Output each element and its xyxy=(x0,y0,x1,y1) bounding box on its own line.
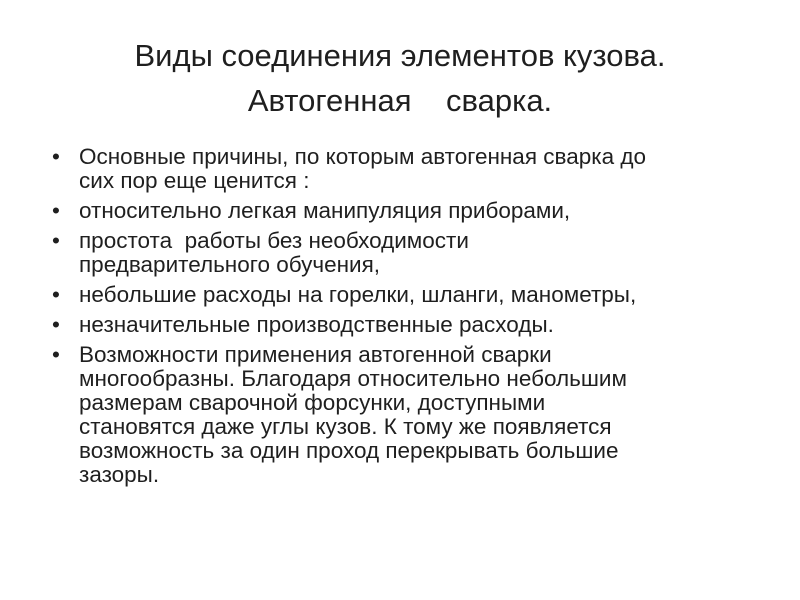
bullet-text-line: становятся даже углы кузов. К тому же появляется xyxy=(79,414,612,439)
bullet-item-2 xyxy=(52,199,752,223)
bullet-list xyxy=(52,145,752,493)
bullet-text-line: Возможности применения автогенной сварки xyxy=(79,342,552,367)
bullet-marker: • xyxy=(52,144,60,169)
bullet-marker: • xyxy=(52,312,60,337)
slide-title-line-1: Виды соединения элементов кузова. xyxy=(134,38,666,73)
slide-title-line-2: Автогенная сварка. xyxy=(247,83,553,118)
bullet-item-3 xyxy=(52,229,752,277)
bullet-text-line: многообразны. Благодаря относительно небольшим xyxy=(79,366,627,391)
bullet-text-line: зазоры. xyxy=(79,462,160,487)
bullet-text-line: возможность за один проход перекрывать большие xyxy=(79,438,619,463)
bullet-marker: • xyxy=(52,228,60,253)
bullet-item-5 xyxy=(52,313,752,337)
bullet-marker: • xyxy=(52,198,60,223)
bullet-marker: • xyxy=(52,342,60,367)
bullet-text-line: размерам сварочной форсунки, доступными xyxy=(79,390,546,415)
bullet-text-line: небольшие расходы на горелки, шланги, манометры, xyxy=(79,282,637,307)
bullet-text-line: незначительные производственные расходы. xyxy=(79,312,554,337)
bullet-text-line: относительно легкая манипуляция приборами, xyxy=(79,198,571,223)
bullet-text-line: сих пор еще ценится : xyxy=(79,168,310,193)
bullet-text-line: Основные причины, по которым автогенная сварка до xyxy=(79,144,646,169)
slide-title xyxy=(40,33,760,123)
bullet-marker: • xyxy=(52,282,60,307)
bullet-item-6 xyxy=(52,343,752,487)
bullet-text-line: предварительного обучения, xyxy=(79,252,381,277)
bullet-item-4 xyxy=(52,283,752,307)
bullet-text-line: простота работы без необходимости xyxy=(79,228,469,253)
bullet-item-1 xyxy=(52,145,752,193)
